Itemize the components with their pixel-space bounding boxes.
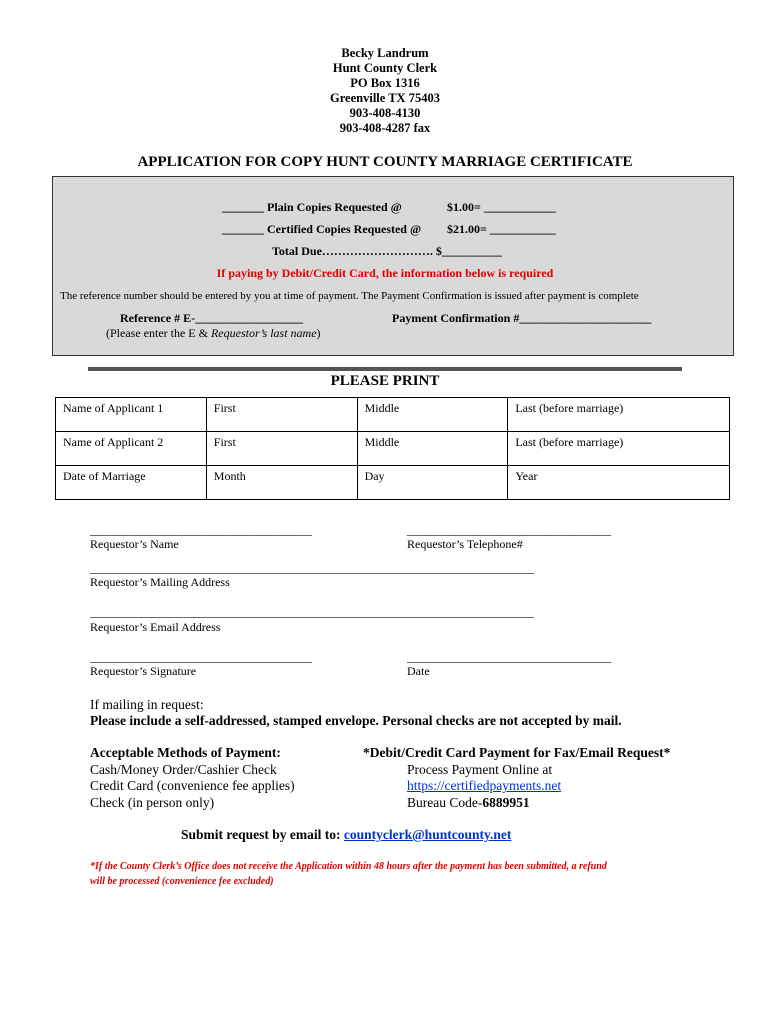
table-cell[interactable]: Middle — [357, 398, 508, 432]
list-item: Cash/Money Order/Cashier Check — [90, 761, 277, 777]
clerk-city: Greenville TX 75403 — [330, 91, 440, 105]
table-cell[interactable]: Month — [206, 466, 357, 500]
card-payment-heading: *Debit/Credit Card Payment for Fax/Email Request* — [363, 745, 671, 760]
submit-request: Submit request by email to: countyclerk@huntcounty.net — [181, 827, 512, 842]
list-item: Credit Card (convenience fee applies) — [90, 778, 295, 793]
clerk-po-box: PO Box 1316 — [350, 76, 420, 90]
applicant-table — [55, 397, 730, 500]
payment-confirmation-field[interactable]: Payment Confirmation #______________________ — [392, 311, 652, 325]
table-cell: Name of Applicant 2 — [56, 432, 207, 466]
requestor-name-label: Requestor’s Name — [90, 537, 179, 551]
page-title: APPLICATION FOR COPY HUNT COUNTY MARRIAGE CERTIFICATE — [137, 154, 633, 170]
please-print-heading: PLEASE PRINT — [330, 373, 440, 389]
reference-field[interactable]: Reference # E-__________________ — [120, 311, 304, 325]
bureau-code: Bureau Code-6889951 — [407, 794, 530, 810]
refund-footnote: *If the County Clerk’s Office does not receive the Application within 48 hours after the payment has been submitted, a refund will be processed (convenience fee excluded) — [90, 861, 607, 887]
certified-copies-label[interactable]: _______ Certified Copies Requested @ — [222, 222, 422, 236]
plain-copies-price[interactable]: $1.00= ____________ — [447, 200, 556, 214]
table-cell[interactable]: Day — [357, 466, 508, 500]
total-due[interactable]: Total Due………………………. $__________ — [272, 244, 502, 258]
payment-methods-heading: Acceptable Methods of Payment: — [90, 745, 281, 760]
requestor-telephone-label: Requestor’s Telephone# — [407, 537, 523, 551]
date-line[interactable]: __________________________________ — [407, 650, 611, 664]
clerk-name: Becky Landrum — [341, 46, 429, 60]
date-label: Date — [407, 664, 430, 678]
requestor-email-line[interactable]: __________________________________________________________________________ — [90, 605, 534, 619]
reference-hint: (Please enter the E & Requestor’s last name) — [106, 326, 321, 340]
table-cell[interactable]: Middle — [357, 432, 508, 466]
payment-methods — [90, 745, 295, 811]
card-payment-details — [407, 762, 561, 812]
requestor-address-label: Requestor’s Mailing Address — [90, 575, 230, 589]
requestor-email-label: Requestor’s Email Address — [90, 620, 221, 634]
table-row — [56, 398, 730, 432]
divider — [88, 367, 682, 371]
table-row — [56, 466, 730, 500]
requestor-address-line[interactable]: __________________________________________________________________________ — [90, 561, 534, 575]
table-row — [56, 432, 730, 466]
certified-copies-price[interactable]: $21.00= ___________ — [447, 222, 556, 236]
clerk-phone: 903-408-4130 — [349, 106, 421, 120]
clerk-fax: 903-408-4287 fax — [339, 121, 431, 135]
table-cell[interactable]: First — [206, 432, 357, 466]
table-cell[interactable]: Last (before marriage) — [508, 398, 730, 432]
table-cell[interactable]: Year — [508, 466, 730, 500]
reference-note: The reference number should be entered by you at time of payment. The Payment Confirmation is issued after payment is complete — [60, 290, 639, 302]
process-online-text: Process Payment Online at — [407, 761, 553, 777]
mailing-instruction: Please include a self-addressed, stamped envelope. Personal checks are not accepted by mail. — [90, 713, 622, 728]
card-notice: If paying by Debit/Credit Card, the information below is required — [216, 266, 554, 280]
plain-copies-label[interactable]: _______ Plain Copies Requested @ — [222, 200, 402, 214]
requestor-name-line[interactable]: _____________________________________ — [90, 523, 312, 537]
certified-payments-link[interactable]: https://certifiedpayments.net — [407, 778, 562, 793]
requestor-telephone-line[interactable]: __________________________________ — [407, 523, 611, 537]
list-item: Check (in person only) — [90, 794, 215, 810]
clerk-office: Hunt County Clerk — [332, 61, 438, 75]
county-clerk-email-link[interactable]: countyclerk@huntcounty.net — [343, 827, 512, 842]
requestor-signature-label: Requestor’s Signature — [90, 664, 197, 678]
table-cell[interactable]: Last (before marriage) — [508, 432, 730, 466]
clerk-header — [0, 46, 770, 136]
table-cell: Date of Marriage — [56, 466, 207, 500]
mailing-intro: If mailing in request: — [90, 697, 204, 712]
table-cell[interactable]: First — [206, 398, 357, 432]
requestor-signature-line[interactable]: _____________________________________ — [90, 650, 312, 664]
table-cell: Name of Applicant 1 — [56, 398, 207, 432]
